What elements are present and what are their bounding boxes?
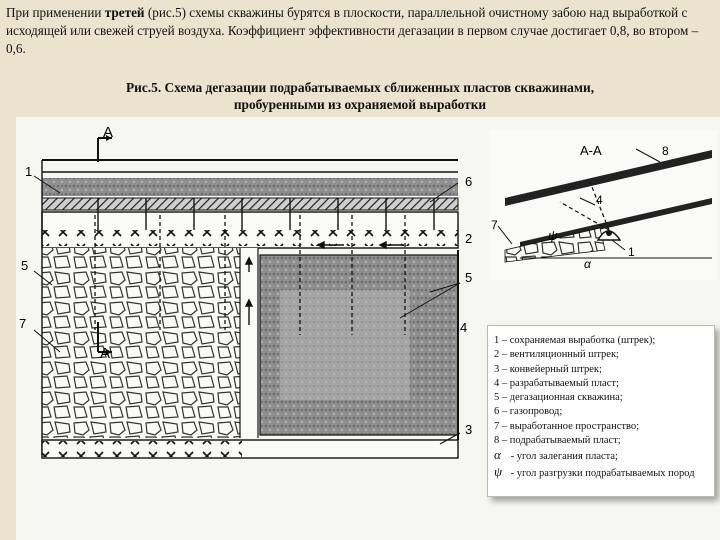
legend-item: 3 – конвейерный штрек; — [494, 363, 602, 375]
caption-line-1: Рис.5. Схема дегазации подрабатываемых сближенных пластов скважинами, — [125, 80, 595, 95]
paragraph-part1: При применении — [6, 5, 105, 20]
goaf-area — [42, 248, 240, 438]
legend-item-psi — [494, 465, 710, 481]
plan-label-a-bottom: A — [100, 345, 111, 362]
plan-label-a-top: A — [103, 124, 114, 141]
legend-item: 1 – сохраняемая выработка (штрек); — [494, 335, 656, 346]
paragraph-bold-word: третей — [104, 5, 145, 20]
plan-label-7: 7 — [19, 316, 27, 331]
figure-caption — [0, 79, 720, 113]
plan-label-4: 4 — [460, 320, 468, 335]
retained-drift — [240, 248, 258, 438]
alpha-text: - угол залегания пласта; — [508, 451, 618, 463]
legend-item: 6 – газопровод; — [494, 406, 563, 418]
legend-item-alpha — [494, 448, 710, 464]
intro-paragraph — [6, 4, 714, 58]
upper-seam-band — [42, 178, 458, 196]
legend-item: 7 – выработанное пространство; — [494, 420, 639, 432]
psi-text: - угол разгрузки подрабатываемых пород — [508, 467, 695, 479]
paragraph-part3: (рис.5) схемы скважины бурятся в плоскости, параллельной очистному забою над выработкой с исходящей или свежей струей воздуха. Коэффициент эффективности дегазации в первом случае достигает 0,8, во втором – 0,6. — [6, 5, 699, 56]
psi-symbol: ψ — [494, 464, 503, 479]
section-label-8: 8 — [662, 144, 669, 158]
plan-label-5b: 5 — [465, 270, 473, 285]
section-label-7: 7 — [491, 218, 498, 232]
plan-label-5a: 5 — [21, 258, 29, 273]
section-label-1: 1 — [628, 245, 635, 259]
plan-label-3: 3 — [465, 422, 473, 437]
plan-label-2: 2 — [465, 231, 473, 246]
alpha-symbol: α — [494, 448, 501, 463]
section-label-alpha: α — [584, 257, 591, 271]
section-title: A-A — [580, 143, 602, 158]
legend-item: 2 – вентиляционный штрек; — [494, 349, 619, 361]
legend-item: 8 – подрабатываемый пласт; — [494, 435, 621, 447]
caption-line-2: пробуренными из охраняемой выработки — [233, 97, 487, 112]
section-view — [489, 130, 717, 280]
drift-supports — [42, 230, 458, 246]
plan-label-1: 1 — [25, 164, 33, 179]
gas-pipeline — [42, 198, 458, 210]
legend-item: 4 – разрабатываемый пласт; — [494, 377, 619, 389]
legend-item: 5 – дегазационная скважина; — [494, 392, 623, 404]
plan-label-6: 6 — [465, 174, 473, 189]
section-label-4: 4 — [596, 193, 603, 207]
section-label-psi: ψ — [548, 228, 558, 243]
figure-legend — [487, 325, 715, 497]
